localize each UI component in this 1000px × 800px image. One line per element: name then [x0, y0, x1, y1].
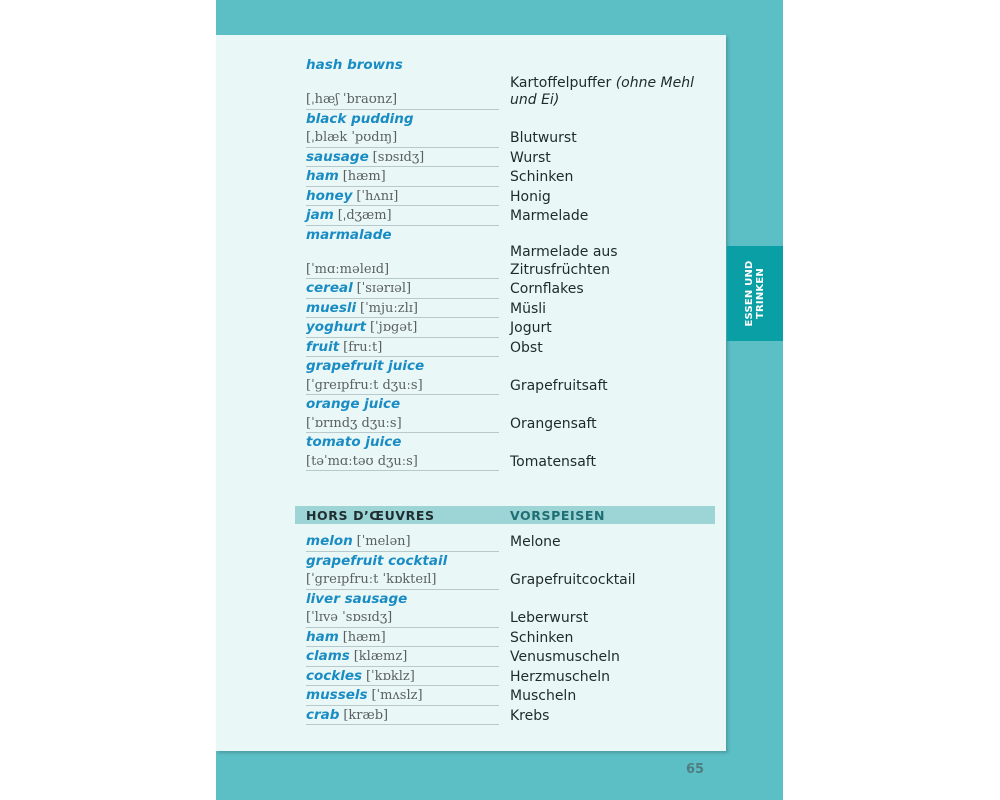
german-translation: Jogurt — [510, 320, 552, 336]
breakfast-vocabulary-section — [306, 56, 716, 471]
vocab-entry — [306, 532, 716, 552]
german-translation: Cornflakes — [510, 281, 584, 297]
vocab-entry — [306, 414, 716, 434]
german-translation: Herzmuscheln — [510, 668, 610, 685]
vocab-entry — [306, 148, 716, 168]
phonetic-transcription: [ˈlɪvə ˈsɒsɪdʒ] — [306, 610, 393, 625]
english-term: tomato juice — [306, 434, 402, 450]
phonetic-transcription: [hæm] — [342, 629, 386, 645]
english-column — [306, 552, 499, 571]
english-term: mussels — [306, 687, 368, 703]
vocab-entry — [306, 357, 716, 376]
english-term: grapefruit juice — [306, 358, 425, 374]
vocab-entry — [306, 628, 716, 648]
english-column — [306, 226, 499, 245]
english-column — [306, 570, 499, 590]
vocab-entry — [306, 552, 716, 571]
phonetic-transcription: [ˈsɪərɪəl] — [356, 281, 412, 296]
vocab-entry — [306, 128, 716, 148]
section-header-german: VORSPEISEN — [510, 507, 606, 523]
phonetic-transcription: [ˈmʌslz] — [371, 688, 423, 703]
phonetic-transcription: [ˈkɒklz] — [365, 668, 415, 684]
english-column — [306, 299, 499, 319]
vocab-entry — [306, 395, 716, 414]
english-column — [306, 318, 499, 338]
phonetic-transcription: [ˈɒrɪndʒ dʒuːs] — [306, 415, 402, 431]
english-column — [306, 148, 499, 168]
english-column — [306, 590, 499, 609]
vocab-entry — [306, 244, 716, 279]
german-translation: Marmelade aus Zitrusfrüchten — [510, 244, 618, 278]
phonetic-transcription: [ˈmelən] — [356, 534, 411, 549]
english-column — [306, 279, 499, 299]
german-translation: Venusmuscheln — [510, 649, 620, 665]
german-translation: Kartoffelpuffer (ohne Mehl und Ei) — [510, 74, 694, 108]
english-column — [306, 338, 499, 358]
english-column — [306, 414, 499, 434]
side-tab-line-1: ESSEN UND — [744, 260, 755, 327]
vocab-entry — [306, 686, 716, 706]
phonetic-transcription: [kræb] — [343, 707, 389, 723]
english-column — [306, 128, 499, 148]
english-column — [306, 686, 499, 706]
english-column — [306, 532, 499, 552]
english-column — [306, 206, 499, 226]
english-term: ham — [306, 168, 339, 184]
vocab-entry — [306, 318, 716, 338]
english-term: fruit — [306, 338, 340, 355]
phonetic-transcription: [klæmz] — [353, 649, 408, 664]
english-column — [306, 187, 499, 207]
vocab-entry — [306, 667, 716, 687]
german-translation: Obst — [510, 339, 543, 356]
vocab-entry — [306, 706, 716, 726]
phonetic-transcription: [ˈgreɪpfruːt dʒuːs] — [306, 377, 423, 393]
vocab-entry — [306, 279, 716, 299]
vocab-entry — [306, 226, 716, 245]
vocab-entry — [306, 56, 716, 75]
german-translation: Wurst — [510, 149, 551, 166]
german-translation: Grapefruitsaft — [510, 377, 608, 394]
side-tab-line-2: TRINKEN — [755, 268, 766, 319]
english-term: black pudding — [306, 110, 414, 127]
english-column — [306, 167, 499, 187]
phonetic-transcription: [ˈjɒgət] — [369, 320, 418, 335]
english-term: jam — [306, 207, 334, 223]
vocab-entry — [306, 206, 716, 226]
english-term: muesli — [306, 299, 357, 316]
vocab-entry — [306, 187, 716, 207]
english-column — [306, 647, 499, 667]
english-term: sausage — [306, 148, 369, 165]
phonetic-transcription: [ˌdʒæm] — [337, 208, 392, 223]
vocab-entry — [306, 608, 716, 628]
english-term: honey — [306, 187, 353, 204]
german-translation: Marmelade — [510, 208, 589, 224]
section-header-english: HORS D’ŒUVRES — [306, 507, 435, 523]
english-column — [306, 260, 499, 280]
english-term: ham — [306, 628, 339, 645]
german-translation: Leberwurst — [510, 610, 589, 626]
vocab-entry — [306, 376, 716, 396]
phonetic-transcription: [təˈmɑːtəʊ dʒuːs] — [306, 453, 418, 469]
english-term: melon — [306, 533, 353, 549]
english-term: yoghurt — [306, 319, 367, 335]
vocab-entry — [306, 110, 716, 129]
phonetic-transcription: [hæm] — [342, 169, 386, 184]
english-column — [306, 433, 499, 452]
vocab-entry — [306, 452, 716, 472]
vocab-entry — [306, 167, 716, 187]
section-header-hors-doeuvres — [295, 506, 715, 524]
english-column — [306, 110, 499, 129]
english-term: liver sausage — [306, 590, 408, 607]
english-column — [306, 667, 499, 687]
english-term: marmalade — [306, 226, 392, 243]
english-column — [306, 628, 499, 648]
chapter-side-tab[interactable] — [727, 246, 783, 341]
phonetic-transcription: [ˈmɑːməleɪd] — [306, 261, 390, 277]
english-column — [306, 357, 499, 376]
english-term: cockles — [306, 667, 363, 684]
german-translation: Honig — [510, 188, 551, 205]
phonetic-transcription: [ˈgreɪpfruːt ˈkɒkteɪl] — [306, 572, 437, 587]
page-number: 65 — [686, 762, 705, 777]
phonetic-transcription: [fruːt] — [343, 339, 383, 355]
german-translation: Grapefruitcocktail — [510, 572, 636, 588]
english-column — [306, 608, 499, 628]
vocab-entry — [306, 570, 716, 590]
german-translation: Schinken — [510, 169, 574, 185]
english-column — [306, 376, 499, 396]
vocab-entry — [306, 647, 716, 667]
vocab-entry — [306, 433, 716, 452]
english-term: orange juice — [306, 396, 401, 412]
phonetic-transcription: [ˌblæk ˈpʊdɪŋ] — [306, 130, 398, 145]
german-translation: Tomatensaft — [510, 453, 596, 470]
vocab-entry — [306, 338, 716, 358]
german-translation: Schinken — [510, 629, 574, 646]
vocab-entry — [306, 590, 716, 609]
german-translation: Melone — [510, 534, 561, 550]
vocab-entry — [306, 75, 716, 110]
hors-doeuvres-vocabulary-section — [306, 532, 716, 725]
german-translation: Krebs — [510, 707, 550, 724]
english-column — [306, 56, 499, 75]
english-term: hash browns — [306, 57, 403, 73]
translation-note: (ohne Mehl und Ei) — [510, 74, 694, 108]
english-term: grapefruit cocktail — [306, 552, 448, 569]
english-column — [306, 395, 499, 414]
english-column — [306, 706, 499, 726]
german-translation: Orangensaft — [510, 415, 597, 432]
english-term: crab — [306, 706, 340, 723]
english-term: clams — [306, 648, 350, 664]
vocab-entry — [306, 299, 716, 319]
english-column — [306, 452, 499, 472]
german-translation: Blutwurst — [510, 130, 577, 146]
english-term: cereal — [306, 280, 353, 296]
section-spacer — [306, 471, 716, 506]
phonetic-transcription: [sɒsɪdʒ] — [372, 149, 425, 165]
german-translation: Müsli — [510, 300, 547, 317]
phonetic-transcription: [ˌhæʃ ˈbraʊnz] — [306, 92, 398, 107]
chapter-side-tab-label — [727, 246, 783, 341]
english-column — [306, 90, 499, 110]
vocabulary-list — [306, 56, 716, 725]
phonetic-transcription: [ˈmjuːzlɪ] — [360, 300, 419, 316]
german-translation: Muscheln — [510, 688, 577, 704]
phonetic-transcription: [ˈhʌnɪ] — [356, 188, 399, 204]
